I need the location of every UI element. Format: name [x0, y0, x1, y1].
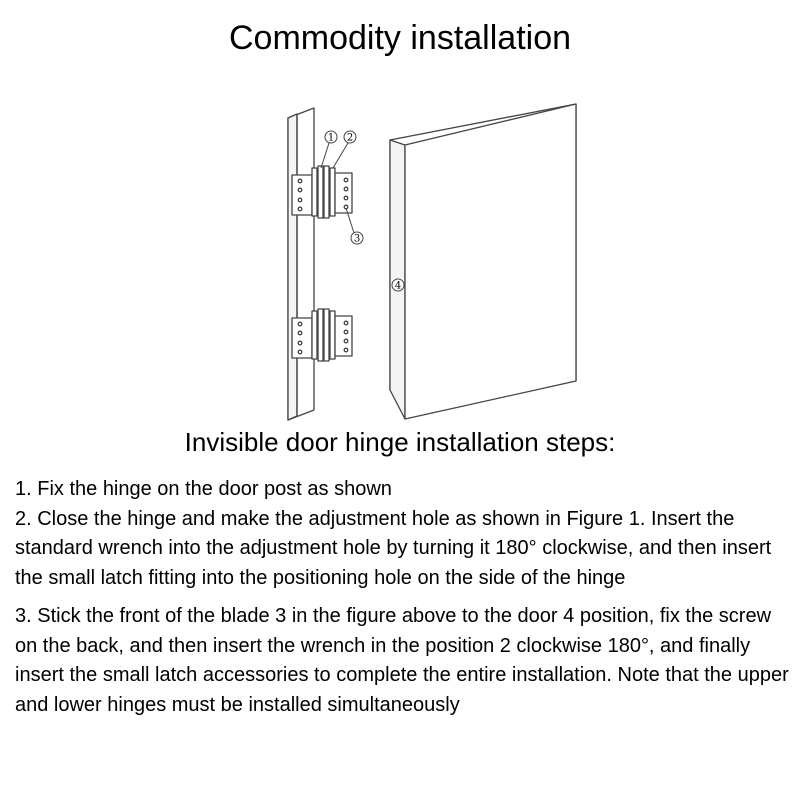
callout-1-label: 1 [327, 132, 335, 144]
step-1-text: 1. Fix the hinge on the door post as shown [15, 478, 392, 500]
door-panel [390, 104, 576, 419]
step-3-text: 3. Stick the front of the blade 3 in the figure above to the door 4 position, fix the screw on the back, and then insert the wrench in the position 2 clockwise 180°, and finally insert the small latch accessories to complete the entire installation. Note that the upper and lower hinges must be installed simultaneously [15, 605, 789, 716]
step-2-text: 2. Close the hinge and make the adjustment hole as shown in Figure 1. Insert the standard wrench into the adjustment hole by turning it 180° clockwise, and then insert the small latch fitting into the positioning hole on the side of the hinge [15, 507, 772, 589]
callout-2-label: 2 [346, 132, 354, 144]
page-title: Commodity installation [228, 19, 572, 57]
installation-steps [15, 475, 790, 720]
door-post [288, 108, 314, 420]
steps-heading: Invisible door hinge installation steps: [184, 427, 616, 457]
callout-3-label: 3 [353, 233, 361, 245]
callout-4-label: 4 [394, 280, 402, 292]
